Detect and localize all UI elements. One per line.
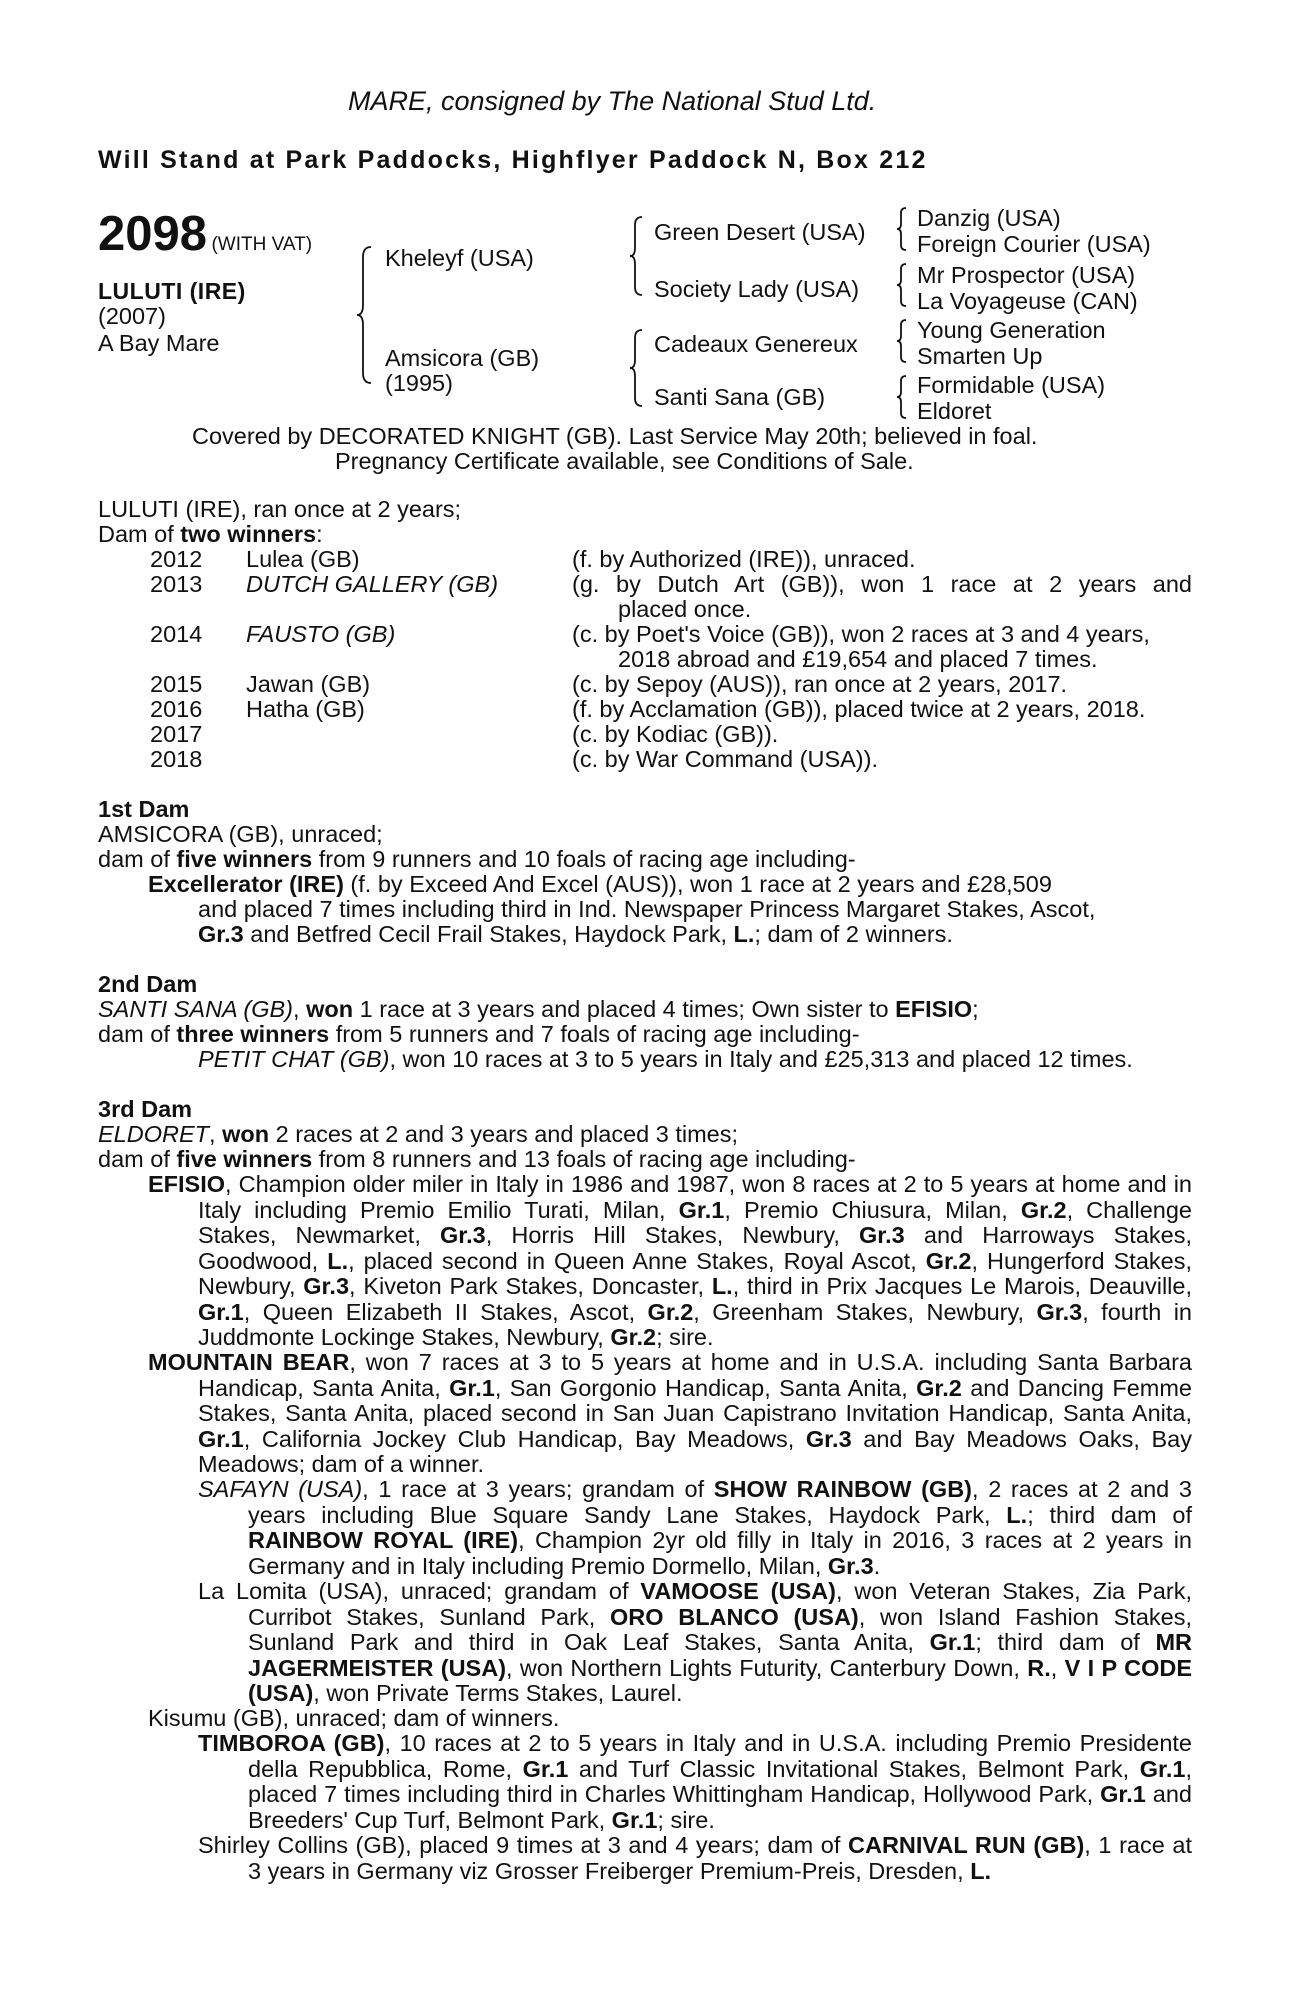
consignor-line: MARE, consigned by The National Stud Ltd. xyxy=(348,86,877,116)
pedigree-brace-g3 xyxy=(895,318,909,364)
efisio-entry: EFISIO, Champion older miler in Italy in 1986 and 1987, won 8 races at 2 to 5 years at home and in Italy including Premio Emilio Turati, Milan, Gr.1, Premio Chiusura, Milan, Gr.2, Challenge Stakes, Newmarket, Gr.3, Horris Hill Stakes, Newbury, Gr.3 and Harroways Stakes, Goodwood, L., placed second in Queen Anne Stakes, Royal Ascot, Gr.2, Hungerford Stakes, Newbury, Gr.3, Kiveton Park Stakes, Doncaster, L., third in Prix Jacques Le Marois, Deauville, Gr.1, Queen Elizabeth II Stakes, Ascot, Gr.2, Greenham Stakes, Newbury, Gr.3, fourth in Juddmonte Lockinge Stakes, Newbury, Gr.2; sire. xyxy=(148,1171,1192,1350)
produce-year: 2017 xyxy=(150,721,203,747)
produce-detail: (c. by Sepoy (AUS)), ran once at 2 years, 2017. xyxy=(572,671,1068,697)
horse-description: A Bay Mare xyxy=(98,330,220,356)
produce-detail: (c. by War Command (USA)). xyxy=(572,746,878,772)
produce-detail: (g. by Dutch Art (GB)), won 1 race at 2 years and xyxy=(572,571,1192,597)
produce-name: FAUSTO (GB) xyxy=(246,621,396,647)
mountain-bear-entry: MOUNTAIN BEAR, won 7 races at 3 to 5 years at home and in U.S.A. including Santa Barbara Handicap, Santa Anita, Gr.1, San Gorgonio Handicap, Santa Anita, Gr.2 and Dancing Femme Stakes, Santa Anita, placed second in San Juan Capistrano Invitation Handicap, Santa Anita, Gr.1, California Jockey Club Handicap, Bay Meadows, Gr.3 and Bay Meadows Oaks, Bay Meadows; dam of a winner. xyxy=(148,1349,1192,1477)
produce-year: 2014 xyxy=(150,621,203,647)
safayn-entry: SAFAYN (USA), 1 race at 3 years; grandam of SHOW RAINBOW (GB), 2 races at 2 and 3 years including Blue Square Sandy Lane Stakes, Haydock Park, L.; third dam of RAINBOW ROYAL (IRE), Champion 2yr old filly in Italy in 2016, 3 races at 2 years in Germany and in Italy including Premio Dormello, Milan, Gr.3. xyxy=(198,1476,1192,1579)
pedigree-g6: Smarten Up xyxy=(917,343,1043,369)
produce-year: 2018 xyxy=(150,746,203,772)
third-dam-line: ELDORET, won 2 races at 2 and 3 years and placed 3 times; xyxy=(98,1121,739,1147)
produce-year: 2015 xyxy=(150,671,203,697)
produce-year: 2013 xyxy=(150,571,203,597)
produce-detail-cont: 2018 abroad and £19,654 and placed 7 times. xyxy=(618,646,1098,672)
pedigree-brace-g2 xyxy=(895,262,909,308)
timboroa-entry: TIMBOROA (GB), 10 races at 2 to 5 years in Italy and in U.S.A. including Premio Presidente della Repubblica, Rome, Gr.1 and Turf Classic Invitational Stakes, Belmont Park, Gr.1, placed 7 times including third in Charles Whittingham Handicap, Hollywood Park, Gr.1 and Breeders' Cup Turf, Belmont Park, Gr.1; sire. xyxy=(198,1730,1192,1833)
pedigree-dam-dam: Santi Sana (GB) xyxy=(654,384,826,410)
produce-year: 2016 xyxy=(150,696,203,722)
pedigree-sire: Kheleyf (USA) xyxy=(385,245,534,271)
produce-name: DUTCH GALLERY (GB) xyxy=(246,571,499,597)
produce-detail: (c. by Poet's Voice (GB)), won 2 races at 3 and 4 years, xyxy=(572,621,1150,647)
produce-intro: LULUTI (IRE), ran once at 2 years; xyxy=(98,496,462,522)
produce-detail: (f. by Acclamation (GB)), placed twice at 2 years, 2018. xyxy=(572,696,1146,722)
pedigree-brace-g1 xyxy=(895,206,909,252)
lot-heading xyxy=(98,206,312,262)
shirley-collins-entry: Shirley Collins (GB), placed 9 times at 3 and 4 years; dam of CARNIVAL RUN (GB), 1 race at 3 years in Germany viz Grosser Freiberger Premium-Preis, Dresden, L. xyxy=(198,1832,1192,1884)
third-dam-heading: 3rd Dam xyxy=(98,1096,193,1122)
pedigree-brace-g4 xyxy=(895,374,909,420)
produce-detail: (c. by Kodiac (GB)). xyxy=(572,721,779,747)
lot-number: 2098 xyxy=(98,207,208,261)
pedigree-brace-main xyxy=(355,245,375,385)
produce-detail-cont: placed once. xyxy=(618,596,752,622)
second-dam-heading: 2nd Dam xyxy=(98,971,198,997)
pedigree-g3: Mr Prospector (USA) xyxy=(917,262,1136,288)
produce-name: Hatha (GB) xyxy=(246,696,365,722)
excellerator-line-2: and placed 7 times including third in Ind. Newspaper Princess Margaret Stakes, Ascot, xyxy=(198,896,1096,922)
covering-line-2: Pregnancy Certificate available, see Conditions of Sale. xyxy=(335,448,914,474)
la-lomita-entry: La Lomita (USA), unraced; grandam of VAMOOSE (USA), won Veteran Stakes, Zia Park, Curribot Stakes, Sunland Park, ORO BLANCO (USA), won Island Fashion Stakes, Sunland Park and third in Oak Leaf Stakes, Santa Anita, Gr.1; third dam of MR JAGERMEISTER (USA), won Northern Lights Futurity, Canterbury Down, R., V I P CODE (USA), won Private Terms Stakes, Laurel. xyxy=(198,1578,1192,1706)
horse-year: (2007) xyxy=(98,303,166,329)
second-dam-line: SANTI SANA (GB), won 1 race at 3 years and placed 4 times; Own sister to EFISIO; xyxy=(98,996,979,1022)
horse-name: LULUTI (IRE) xyxy=(98,278,246,304)
location-line: Will Stand at Park Paddocks, Highflyer Paddock N, Box 212 xyxy=(98,146,928,174)
pedigree-sire-dam: Society Lady (USA) xyxy=(654,276,860,302)
produce-detail: (f. by Authorized (IRE)), unraced. xyxy=(572,546,916,572)
produce-name: Jawan (GB) xyxy=(246,671,371,697)
pedigree-g2: Foreign Courier (USA) xyxy=(917,231,1151,257)
pedigree-g8: Eldoret xyxy=(917,398,992,424)
pedigree-dam: Amsicora (GB) xyxy=(385,345,540,371)
pedigree-g4: La Voyageuse (CAN) xyxy=(917,288,1138,314)
excellerator-line-1: Excellerator (IRE) (f. by Exceed And Excel (AUS)), won 1 race at 2 years and £28,509 xyxy=(148,871,1052,897)
first-dam-heading: 1st Dam xyxy=(98,796,190,822)
pedigree-sire-sire: Green Desert (USA) xyxy=(654,219,866,245)
first-dam-summary: dam of five winners from 9 runners and 10 foals of racing age including- xyxy=(98,846,856,872)
produce-year: 2012 xyxy=(150,546,203,572)
second-dam-summary: dam of three winners from 5 runners and 7 foals of racing age including- xyxy=(98,1021,860,1047)
pedigree-g7: Formidable (USA) xyxy=(917,372,1106,398)
petit-chat-line: PETIT CHAT (GB), won 10 races at 3 to 5 years in Italy and £25,313 and placed 12 times. xyxy=(198,1046,1133,1072)
pedigree-g1: Danzig (USA) xyxy=(917,205,1061,231)
pedigree-dam-sire: Cadeaux Genereux xyxy=(654,331,858,357)
third-dam-summary: dam of five winners from 8 runners and 13 foals of racing age including- xyxy=(98,1146,856,1172)
produce-dam-of: Dam of two winners: xyxy=(98,521,323,547)
kisumu-line: Kisumu (GB), unraced; dam of winners. xyxy=(148,1705,560,1731)
pedigree-brace-dam xyxy=(628,328,646,408)
vat-note: (WITH VAT) xyxy=(211,234,313,255)
pedigree-brace-sire xyxy=(628,215,646,297)
covering-line-1: Covered by DECORATED KNIGHT (GB). Last Service May 20th; believed in foal. xyxy=(192,423,1038,449)
excellerator-line-3: Gr.3 and Betfred Cecil Frail Stakes, Haydock Park, L.; dam of 2 winners. xyxy=(198,921,953,947)
first-dam-line: AMSICORA (GB), unraced; xyxy=(98,821,383,847)
pedigree-g5: Young Generation xyxy=(917,317,1106,343)
pedigree-dam-year: (1995) xyxy=(385,370,453,396)
produce-name: Lulea (GB) xyxy=(246,546,360,572)
